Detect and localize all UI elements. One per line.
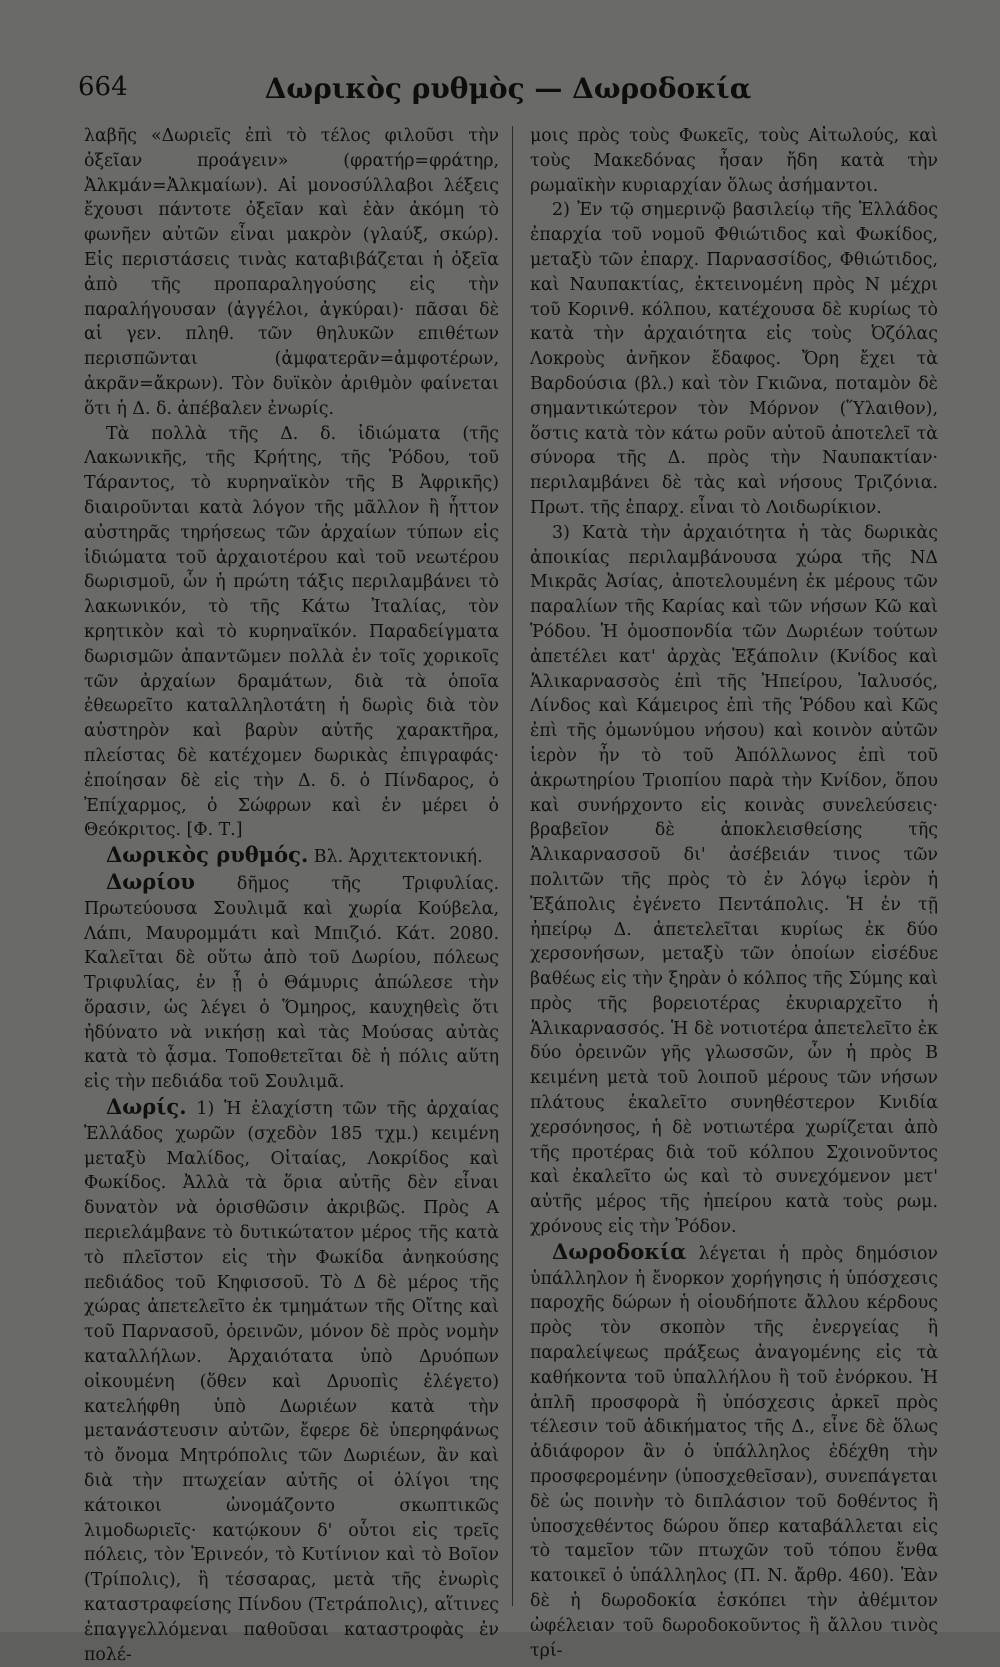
left-column — [84, 124, 499, 1667]
right-column — [530, 124, 938, 1663]
entry-doris — [84, 1095, 499, 1667]
entry-headword: Δωροδοκία — [552, 1238, 687, 1264]
entry-dorion — [84, 870, 499, 1095]
running-title: Δωρικὸς ρυθμὸς — Δωροδοκία — [264, 72, 752, 105]
paragraph: Τὰ πολλὰ τῆς Δ. δ. ἰδιώματα (τῆς Λακωνικῆς, τῆς Κρήτης, τῆς Ῥόδου, τοῦ Τάραντος, τὸ κυρηναϊκὸν τῆς Β Ἀφρικῆς) διαιροῦνται κατὰ λόγον τῆς μᾶλλον ἢ ἧττον αὐστηρᾶς τηρήσεως τῶν ἀρχαίων τύπων εἰς ἰδιώματα τοῦ ἀρχαιοτέρου καὶ τοῦ νεωτέρου δωρισμοῦ, ὧν ἡ πρώτη τάξις περιλαμβάνει τὸ λακωνικόν, τὸ τῆς Κάτω Ἰταλίας, τὸν κρητικὸν καὶ τὸ κυρηναϊκόν. Παραδείγματα δωρισμῶν ἀπαντῶμεν πολλὰ ἐν τοῖς χορικοῖς τῶν ἀρχαίων δραμάτων, διὰ τὰ ὁποῖα ἐθεωρεῖτο καταλληλοτάτη ἡ δωρὶς διὰ τὸν αὐστηρὸν καὶ βαρὺν αὐτῆς χαρακτῆρα, πλείστας δὲ κατέχομεν δωρικὰς ἐπιγραφάς· ἐποίησαν δὲ εἰς τὴν Δ. δ. ὁ Πίνδαρος, ὁ Ἐπίχαρμος, ὁ Σώφρων καὶ ἐν μέρει ὁ Θεόκριτος. [Φ. Τ.] — [84, 423, 499, 841]
paragraph: μοις πρὸς τοὺς Φωκεῖς, τοὺς Αἰτωλούς, καὶ τοὺς Μακεδόνας ἦσαν ἤδη κατὰ τὴν ρωμαϊκὴν κυριαρχίαν ὅλως ἀσήμαντοι. — [530, 126, 938, 196]
entry-headword: Δωρίου — [106, 868, 195, 894]
entry-bribery — [530, 1240, 938, 1664]
paragraph: 2) Ἐν τῷ σημερινῷ βασιλείῳ τῆς Ἑλλάδος ἐπαρχία τοῦ νομοῦ Φθιώτιδος καὶ Φωκίδος, μεταξὺ τῶν ἐπαρχ. Παρνασσίδος, Φθιώτιδος, καὶ Ναυπακτίας, ἐκτεινομένη πρὸς Ν μέχρι τοῦ Κορινθ. κόλπου, κατέχουσα δὲ κυρίως τὸ κατὰ τὴν ἀρχαιότητα εἰς τοὺς Ὀζόλας Λοκροὺς ἀνῆκον ἔδαφος. Ὄρη ἔχει τὰ Βαρδούσια (βλ.) καὶ τὸν Γκιῶνα, ποταμὸν δὲ σημαντικώτερον τὸν Μόρνον (Ὕλαιθον), ὅστις κατὰ τὸν κάτω ροῦν αὐτοῦ ἀποτελεῖ τὰ σύνορα τῆς Δ. πρὸς τὴν Ναυπακτίαν· περιλαμβάνει δὲ τὰς καὶ νήσους Τριζόνια. Πρωτ. τῆς ἐπαρχ. εἶναι τὸ Λοιδωρίκιον. — [530, 200, 938, 518]
page-header — [78, 72, 938, 112]
paragraph: λαβῆς «Δωριεῖς ἐπὶ τὸ τέλος φιλοῦσι τὴν ὀξεῖαν προάγειν» (φρατήρ=φράτηρ, Ἀλκμάν=Ἀλκμαίων). Αἱ μονοσύλλαβοι λέξεις ἔχουσι πάντοτε ὀξεῖαν καὶ ἐὰν ἀκόμη τὸ φωνῆεν αὐτῶν εἶναι μακρὸν (γλαύξ, σκώρ). Εἰς περιστάσεις τινὰς καταβιβάζεται ἡ ὀξεῖα ἀπὸ τῆς προπαραληγούσης εἰς τὴν παραλήγουσαν (ἀγγέλοι, ἀγκύραι)· πᾶσαι δὲ αἱ γεν. πληθ. τῶν θηλυκῶν επιθέτων περισπῶνται (ἀμφατερᾶν=ἀμφοτέρων, ἀκρᾶν=ἄκρων). Τὸν δυϊκὸν ἀριθμὸν φαίνεται ὅτι ἡ Δ. δ. ἀπέβαλεν ἐνωρίς. — [84, 126, 499, 419]
column-divider — [512, 126, 513, 1606]
entry-headword: Δωρικὸς ρυθμός. — [106, 842, 309, 868]
page-number: 664 — [78, 72, 128, 102]
entry-text: Βλ. Ἀρχιτεκτονική. — [308, 847, 483, 868]
entry-text: 1) Ἡ ἐλαχίστη τῶν τῆς ἀρχαίας Ἑλλάδος χωρῶν (σχεδὸν 185 τχμ.) κειμένη μεταξὺ Μαλίδος, Οἰταίας, Λοκρίδος καὶ Φωκίδος. Ἀλλὰ τὰ ὅρια αὐτῆς δὲν εἶναι δυνατὸν νὰ ὁρισθῶσιν ἀκριβῶς. Πρὸς Α περιελάμβανε τὸ δυτικώτατον μέρος τῆς κατὰ τὸ πλεῖστον εἰς τὴν Φωκίδα ἀνηκούσης πεδιάδος τοῦ Κηφισσοῦ. Τὸ Δ δὲ μέρος τῆς χώρας ἀπετελεῖτο ἐκ τμημάτων τῆς Οἴτης καὶ τοῦ Παρνασοῦ, ὀρεινῶν, μόνον δὲ πρὸς νομὴν καταλλήλων. Ἀρχαιότατα ὑπὸ Δρυόπων οἰκουμένη (ὅθεν καὶ Δρυοπὶς ἐλέγετο) κατελήφθη ὑπὸ Δωριέων κατὰ τὴν μετανάστευσιν αὐτῶν, ἔφερε δὲ ὑπερηφάνως τὸ ὄνομα Μητρόπολις τῶν Δωριέων, ἂν καὶ διὰ τὴν πτωχείαν αὐτῆς οἱ ὀλίγοι της κάτοικοι ὠνομάζοντο σκωπτικῶς λιμοδωριεῖς· κατῴκουν δ' οὗτοι εἰς τρεῖς πόλεις, τὸν Ἐρινεόν, τὸ Κυτίνιον καὶ τὸ Βοῖον (Τρίπολις), ἢ τέσσαρας, μετὰ τῆς ἐνωρὶς καταστραφείσης Πίνδου (Τετράπολις), αἵτινες ἐπαγγελλόμεναι παθοῦσαι καταστροφὰς ἐν πολέ- — [84, 1099, 499, 1665]
paragraph: 3) Κατὰ τὴν ἀρχαιότητα ἡ τὰς δωρικὰς ἀποικίας περιλαμβάνουσα χώρα τῆς ΝΔ Μικρᾶς Ἀσίας, ἀποτελουμένη ἐκ μέρους τῶν παραλίων τῆς Καρίας καὶ τῶν νήσων Κῶ καὶ Ῥόδου. Ἡ ὁμοσπονδία τῶν Δωριέων τούτων ἀπετέλει κατ' ἀρχὰς Ἑξάπολιν (Κνίδος καὶ Ἁλικαρνασσὸς ἐπὶ τῆς Ἠπείρου, Ἰαλυσός, Λίνδος καὶ Κάμειρος ἐπὶ τῆς Ῥόδου καὶ Κῶς ἐπὶ τῆς ὁμωνύμου νήσου) καὶ κοινὸν αὐτῶν ἱερὸν ἦν τὸ τοῦ Ἀπόλλωνος ἐπὶ τοῦ ἀκρωτηρίου Τριοπίου παρὰ τὴν Κνίδον, ὅπου καὶ συνήρχοντο εἰς κοινὰς συνελεύσεις· βραβεῖον δὲ ἀποκλεισθείσης τῆς Ἁλικαρνασσοῦ δι' ἀσέβειάν τινος τῶν πολιτῶν τῆς πρὸς τὸ ἐν λόγῳ ἱερὸν ἡ Ἑξάπολις ἐγένετο Πεντάπολις. Ἡ ἐν τῇ ἠπείρῳ Δ. ἀπετελεῖται κυρίως ἐκ δύο χερσονήσων, μεταξὺ τῶν ὁποίων εἰσέδυε βαθέως εἰς τὴν ξηρὰν ὁ κόλπος τῆς Σύμης καὶ πρὸς τῆς βορειοτέρας ἐκυριαρχεῖτο ἡ Ἁλικαρνασσός. Ἡ δὲ νοτιοτέρα ἀπετελεῖτο ἐκ δύο ὀρεινῶν γῆς γλωσσῶν, ὧν ἡ πρὸς Β κειμένη μετὰ τοῦ λοιποῦ μέρους τῶν νήσων πλάτους ἐκαλεῖτο συνηθέστερον Κνιδία χερσόνησος, ἡ δὲ νοτιωτέρα χωρίζεται ἀπὸ τῆς προτέρας διὰ τοῦ κόλπου Σχοινοῦντος καὶ ἐκαλεῖτο ὡς καὶ τὸ συνεχόμενον μετ' αὐτῆς μέρος τῆς ἠπείρου κατὰ τοὺς ρωμ. χρόνους εἰς τὴν Ῥόδον. — [530, 522, 938, 1238]
entry-text: λέγεται ἡ πρὸς δημόσιον ὑπάλληλον ἡ ἔνορκον χορήγησις ἡ ὑπόσχεσις παροχῆς δώρων ἡ οἱουδήποτε ἄλλου κέρδους πρὸς τὸν σκοπὸν τῆς ἐνεργείας ἢ παραλείψεως πράξεως ἀναγομένης εἰς τὰ καθήκοντα τοῦ ὑπαλλήλου ἢ τοῦ ἐνόρκου. Ἡ ἁπλῆ προσφορὰ ἢ ὑπόσχεσις ἀρκεῖ πρὸς τέλεσιν τοῦ ἀδικήματος τῆς Δ., εἶνε δὲ ὅλως ἀδιάφορον ἂν ὁ ὑπάλληλος ἐδέχθη τὴν προσφερομένην (ὑποσχεθεῖσαν), συνεπάγεται δὲ ὡς ποινὴν τὸ διπλάσιον τοῦ δοθέντος ἢ ὑποσχεθέντος δώρου ὅπερ καταβάλλεται εἰς τὸ ταμεῖον τῶν πτωχῶν τοῦ τόπου ἔνθα κατοικεῖ ὁ ὑπάλληλος (Π. Ν. ἄρθρ. 460). Ἐὰν δὲ ἡ δωροδοκία ἐσκόπει τὴν ἀθέμιτον ὠφέλειαν τοῦ δωροδοκοῦντος ἢ ἄλλου τινὸς τρί- — [530, 1243, 938, 1661]
entry-doric-order — [84, 843, 499, 870]
entry-headword: Δωρίς. — [106, 1094, 187, 1120]
entry-text: δῆμος τῆς Τριφυλίας. Πρωτεύουσα Σουλιμᾶ καὶ χωρία Κούβελα, Λάπι, Μαυρομμάτι καὶ Μπιζιό. Κάτ. 2080. Καλεῖται δὲ οὕτω ἀπὸ τοῦ Δωρίου, πόλεως Τριφυλίας, ἐν ᾗ ὁ Θάμυρις ἀπώλεσε τὴν ὅρασιν, ὡς λέγει ὁ Ὅμηρος, καυχηθεὶς ὅτι ἠδύνατο νὰ νικήσῃ καὶ τὰς Μούσας αὐτὰς κατὰ τὸ ᾆσμα. Τοποθετεῖται δὲ ἡ πόλις αὕτη εἰς τὴν πεδιάδα τοῦ Σουλιμᾶ. — [84, 873, 499, 1093]
